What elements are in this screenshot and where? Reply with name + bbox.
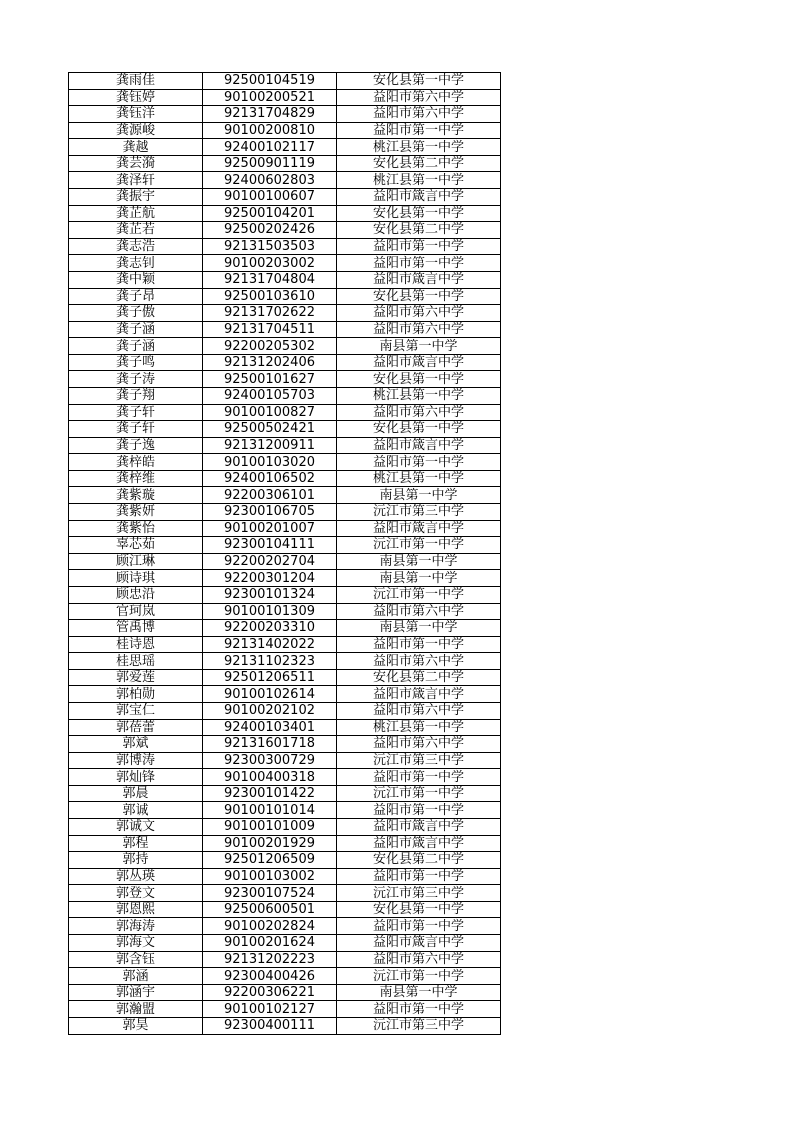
school-cell: 桃江县第一中学	[337, 719, 501, 736]
exam-number-cell: 90100203002	[203, 255, 337, 272]
school-cell: 益阳市第一中学	[337, 255, 501, 272]
table-row	[69, 1017, 501, 1034]
student-name-cell: 郭恩熙	[69, 901, 203, 918]
exam-number-cell: 90100103002	[203, 868, 337, 885]
exam-number-cell: 92500502421	[203, 421, 337, 438]
student-name-cell: 郭蓓蕾	[69, 719, 203, 736]
table-row	[69, 819, 501, 836]
student-name-cell: 龚芷若	[69, 222, 203, 239]
student-roster-table	[68, 72, 501, 1035]
table-row	[69, 835, 501, 852]
exam-number-cell: 90100200810	[203, 122, 337, 139]
student-name-cell: 龚子轩	[69, 421, 203, 438]
exam-number-cell: 92200202704	[203, 553, 337, 570]
school-cell: 益阳市第六中学	[337, 736, 501, 753]
student-name-cell: 龚志钊	[69, 255, 203, 272]
student-name-cell: 郭灿锋	[69, 769, 203, 786]
student-name-cell: 郭晨	[69, 785, 203, 802]
school-cell: 沅江市第一中学	[337, 785, 501, 802]
student-name-cell: 郭柏勋	[69, 686, 203, 703]
school-cell: 安化县第一中学	[337, 288, 501, 305]
exam-number-cell: 92400103401	[203, 719, 337, 736]
exam-number-cell: 90100102127	[203, 1001, 337, 1018]
table-row	[69, 73, 501, 90]
school-cell: 桃江县第一中学	[337, 470, 501, 487]
school-cell: 南县第一中学	[337, 487, 501, 504]
school-cell: 桃江县第一中学	[337, 387, 501, 404]
school-cell: 沅江市第一中学	[337, 968, 501, 985]
school-cell: 益阳市箴言中学	[337, 189, 501, 206]
student-name-cell: 龚紫怡	[69, 520, 203, 537]
student-name-cell: 龚子涛	[69, 371, 203, 388]
exam-number-cell: 92300101422	[203, 785, 337, 802]
table-row	[69, 1001, 501, 1018]
student-name-cell: 龚钰婷	[69, 89, 203, 106]
table-row	[69, 321, 501, 338]
table-row	[69, 686, 501, 703]
exam-number-cell: 90100100827	[203, 404, 337, 421]
exam-number-cell: 92500600501	[203, 901, 337, 918]
table-row	[69, 537, 501, 554]
student-name-cell: 龚子鸣	[69, 354, 203, 371]
exam-number-cell: 92200306221	[203, 984, 337, 1001]
student-name-cell: 郭涵宇	[69, 984, 203, 1001]
table-row	[69, 288, 501, 305]
student-name-cell: 管禹博	[69, 620, 203, 637]
student-name-cell: 龚子傲	[69, 305, 203, 322]
school-cell: 沅江市第三中学	[337, 1017, 501, 1034]
student-name-cell: 郭海文	[69, 935, 203, 952]
table-row	[69, 636, 501, 653]
school-cell: 益阳市第一中学	[337, 454, 501, 471]
student-name-cell: 郭诚	[69, 802, 203, 819]
school-cell: 安化县第二中学	[337, 852, 501, 869]
exam-number-cell: 90100200521	[203, 89, 337, 106]
school-cell: 益阳市第六中学	[337, 404, 501, 421]
student-name-cell: 桂思瑶	[69, 653, 203, 670]
exam-number-cell: 92131503503	[203, 238, 337, 255]
school-cell: 益阳市第六中学	[337, 653, 501, 670]
school-cell: 沅江市第三中学	[337, 885, 501, 902]
table-row	[69, 470, 501, 487]
student-name-cell: 郭昊	[69, 1017, 203, 1034]
school-cell: 南县第一中学	[337, 984, 501, 1001]
exam-number-cell: 92500103610	[203, 288, 337, 305]
exam-number-cell: 90100100607	[203, 189, 337, 206]
school-cell: 沅江市第三中学	[337, 752, 501, 769]
student-name-cell: 郭涵	[69, 968, 203, 985]
student-name-cell: 郭博涛	[69, 752, 203, 769]
school-cell: 益阳市箴言中学	[337, 819, 501, 836]
student-name-cell: 龚梓维	[69, 470, 203, 487]
school-cell: 益阳市第六中学	[337, 951, 501, 968]
school-cell: 益阳市箴言中学	[337, 520, 501, 537]
student-name-cell: 郭程	[69, 835, 203, 852]
table-row	[69, 222, 501, 239]
table-row	[69, 868, 501, 885]
exam-number-cell: 90100202102	[203, 702, 337, 719]
exam-number-cell: 92300101324	[203, 586, 337, 603]
table-row	[69, 305, 501, 322]
school-cell: 益阳市第一中学	[337, 1001, 501, 1018]
student-name-cell: 龚子涵	[69, 321, 203, 338]
student-name-cell: 郭海涛	[69, 918, 203, 935]
table-row	[69, 255, 501, 272]
school-cell: 益阳市箴言中学	[337, 935, 501, 952]
exam-number-cell: 92200306101	[203, 487, 337, 504]
table-row	[69, 437, 501, 454]
table-row	[69, 984, 501, 1001]
table-row	[69, 968, 501, 985]
student-name-cell: 郭斌	[69, 736, 203, 753]
school-cell: 安化县第一中学	[337, 421, 501, 438]
exam-number-cell: 92131704511	[203, 321, 337, 338]
table-row	[69, 935, 501, 952]
exam-number-cell: 90100102614	[203, 686, 337, 703]
table-row	[69, 719, 501, 736]
school-cell: 安化县第二中学	[337, 222, 501, 239]
school-cell: 益阳市箴言中学	[337, 835, 501, 852]
exam-number-cell: 92300400111	[203, 1017, 337, 1034]
student-name-cell: 龚紫妍	[69, 504, 203, 521]
student-name-cell: 官珂岚	[69, 603, 203, 620]
exam-number-cell: 92131601718	[203, 736, 337, 753]
student-name-cell: 郭持	[69, 852, 203, 869]
student-name-cell: 郭宝仁	[69, 702, 203, 719]
student-name-cell: 龚子轩	[69, 404, 203, 421]
school-cell: 安化县第一中学	[337, 73, 501, 90]
school-cell: 桃江县第一中学	[337, 139, 501, 156]
school-cell: 安化县第二中学	[337, 155, 501, 172]
student-name-cell: 龚子昂	[69, 288, 203, 305]
exam-number-cell: 90100101014	[203, 802, 337, 819]
student-name-cell: 郭含钰	[69, 951, 203, 968]
school-cell: 沅江市第三中学	[337, 504, 501, 521]
school-cell: 安化县第一中学	[337, 371, 501, 388]
table-row	[69, 802, 501, 819]
table-row	[69, 89, 501, 106]
table-row	[69, 852, 501, 869]
school-cell: 沅江市第一中学	[337, 586, 501, 603]
school-cell: 益阳市第六中学	[337, 321, 501, 338]
school-cell: 益阳市第六中学	[337, 89, 501, 106]
school-cell: 南县第一中学	[337, 338, 501, 355]
student-name-cell: 龚芷航	[69, 205, 203, 222]
exam-number-cell: 92200203310	[203, 620, 337, 637]
table-row	[69, 189, 501, 206]
table-row	[69, 404, 501, 421]
table-row	[69, 951, 501, 968]
table-row	[69, 769, 501, 786]
exam-number-cell: 92131200911	[203, 437, 337, 454]
school-cell: 益阳市第六中学	[337, 106, 501, 123]
exam-number-cell: 90100201007	[203, 520, 337, 537]
table-row	[69, 271, 501, 288]
exam-number-cell: 92400102117	[203, 139, 337, 156]
table-row	[69, 553, 501, 570]
table-row	[69, 702, 501, 719]
table-row	[69, 785, 501, 802]
table-row	[69, 487, 501, 504]
student-name-cell: 郭诚文	[69, 819, 203, 836]
table-row	[69, 752, 501, 769]
table-row	[69, 155, 501, 172]
student-name-cell: 龚子逸	[69, 437, 203, 454]
table-row	[69, 139, 501, 156]
student-name-cell: 辜芯茹	[69, 537, 203, 554]
school-cell: 安化县第二中学	[337, 669, 501, 686]
table-row	[69, 520, 501, 537]
school-cell: 益阳市箴言中学	[337, 437, 501, 454]
exam-number-cell: 90100103020	[203, 454, 337, 471]
exam-number-cell: 92300107524	[203, 885, 337, 902]
table-row	[69, 106, 501, 123]
school-cell: 沅江市第一中学	[337, 537, 501, 554]
school-cell: 安化县第一中学	[337, 901, 501, 918]
student-name-cell: 龚源峻	[69, 122, 203, 139]
student-name-cell: 龚梓皓	[69, 454, 203, 471]
exam-number-cell: 92131202406	[203, 354, 337, 371]
exam-number-cell: 92200205302	[203, 338, 337, 355]
exam-number-cell: 92400106502	[203, 470, 337, 487]
table-row	[69, 354, 501, 371]
table-row	[69, 504, 501, 521]
table-row	[69, 669, 501, 686]
exam-number-cell: 92131704804	[203, 271, 337, 288]
student-name-cell: 郭爱莲	[69, 669, 203, 686]
table-row	[69, 122, 501, 139]
student-name-cell: 郭丛瑛	[69, 868, 203, 885]
student-name-cell: 顾诗琪	[69, 570, 203, 587]
exam-number-cell: 92300400426	[203, 968, 337, 985]
exam-number-cell: 92300300729	[203, 752, 337, 769]
table-row	[69, 603, 501, 620]
exam-number-cell: 90100101309	[203, 603, 337, 620]
table-row	[69, 570, 501, 587]
table-row	[69, 205, 501, 222]
table-row	[69, 918, 501, 935]
exam-number-cell: 92131702622	[203, 305, 337, 322]
school-cell: 益阳市第一中学	[337, 769, 501, 786]
exam-number-cell: 92400105703	[203, 387, 337, 404]
exam-number-cell: 92501206509	[203, 852, 337, 869]
exam-number-cell: 92501206511	[203, 669, 337, 686]
table-row	[69, 238, 501, 255]
table-row	[69, 387, 501, 404]
student-name-cell: 龚紫璇	[69, 487, 203, 504]
student-name-cell: 龚钰洋	[69, 106, 203, 123]
roster-body	[69, 73, 501, 1035]
student-name-cell: 龚振宇	[69, 189, 203, 206]
table-row	[69, 736, 501, 753]
exam-number-cell: 92131202223	[203, 951, 337, 968]
school-cell: 安化县第一中学	[337, 205, 501, 222]
table-row	[69, 901, 501, 918]
school-cell: 南县第一中学	[337, 553, 501, 570]
school-cell: 益阳市第六中学	[337, 603, 501, 620]
school-cell: 益阳市箴言中学	[337, 271, 501, 288]
school-cell: 益阳市第一中学	[337, 802, 501, 819]
table-row	[69, 620, 501, 637]
school-cell: 益阳市第一中学	[337, 918, 501, 935]
exam-number-cell: 90100400318	[203, 769, 337, 786]
student-name-cell: 郭瀚盟	[69, 1001, 203, 1018]
student-name-cell: 顾江琳	[69, 553, 203, 570]
student-name-cell: 龚志浩	[69, 238, 203, 255]
exam-number-cell: 92200301204	[203, 570, 337, 587]
student-name-cell: 龚子翔	[69, 387, 203, 404]
exam-number-cell: 92500901119	[203, 155, 337, 172]
student-name-cell: 龚泽轩	[69, 172, 203, 189]
exam-number-cell: 92300106705	[203, 504, 337, 521]
student-name-cell: 龚雨佳	[69, 73, 203, 90]
exam-number-cell: 90100202824	[203, 918, 337, 935]
school-cell: 南县第一中学	[337, 570, 501, 587]
table-row	[69, 653, 501, 670]
school-cell: 益阳市第一中学	[337, 122, 501, 139]
exam-number-cell: 92500104519	[203, 73, 337, 90]
school-cell: 益阳市第六中学	[337, 702, 501, 719]
exam-number-cell: 92500202426	[203, 222, 337, 239]
school-cell: 益阳市第一中学	[337, 238, 501, 255]
exam-number-cell: 92500101627	[203, 371, 337, 388]
school-cell: 桃江县第一中学	[337, 172, 501, 189]
student-name-cell: 龚中颖	[69, 271, 203, 288]
exam-number-cell: 92300104111	[203, 537, 337, 554]
table-row	[69, 371, 501, 388]
table-row	[69, 586, 501, 603]
exam-number-cell: 90100201624	[203, 935, 337, 952]
table-row	[69, 172, 501, 189]
school-cell: 益阳市第一中学	[337, 636, 501, 653]
student-name-cell: 郭登文	[69, 885, 203, 902]
student-name-cell: 龚越	[69, 139, 203, 156]
school-cell: 益阳市第一中学	[337, 868, 501, 885]
exam-number-cell: 92131402022	[203, 636, 337, 653]
exam-number-cell: 92500104201	[203, 205, 337, 222]
table-row	[69, 454, 501, 471]
exam-number-cell: 92131704829	[203, 106, 337, 123]
school-cell: 益阳市箴言中学	[337, 686, 501, 703]
table-row	[69, 421, 501, 438]
school-cell: 益阳市第六中学	[337, 305, 501, 322]
exam-number-cell: 92400602803	[203, 172, 337, 189]
school-cell: 益阳市箴言中学	[337, 354, 501, 371]
exam-number-cell: 90100101009	[203, 819, 337, 836]
exam-number-cell: 90100201929	[203, 835, 337, 852]
student-name-cell: 龚芸漪	[69, 155, 203, 172]
student-name-cell: 桂诗恩	[69, 636, 203, 653]
exam-number-cell: 92131102323	[203, 653, 337, 670]
student-name-cell: 顾忠沿	[69, 586, 203, 603]
school-cell: 南县第一中学	[337, 620, 501, 637]
student-name-cell: 龚子涵	[69, 338, 203, 355]
table-row	[69, 338, 501, 355]
table-row	[69, 885, 501, 902]
